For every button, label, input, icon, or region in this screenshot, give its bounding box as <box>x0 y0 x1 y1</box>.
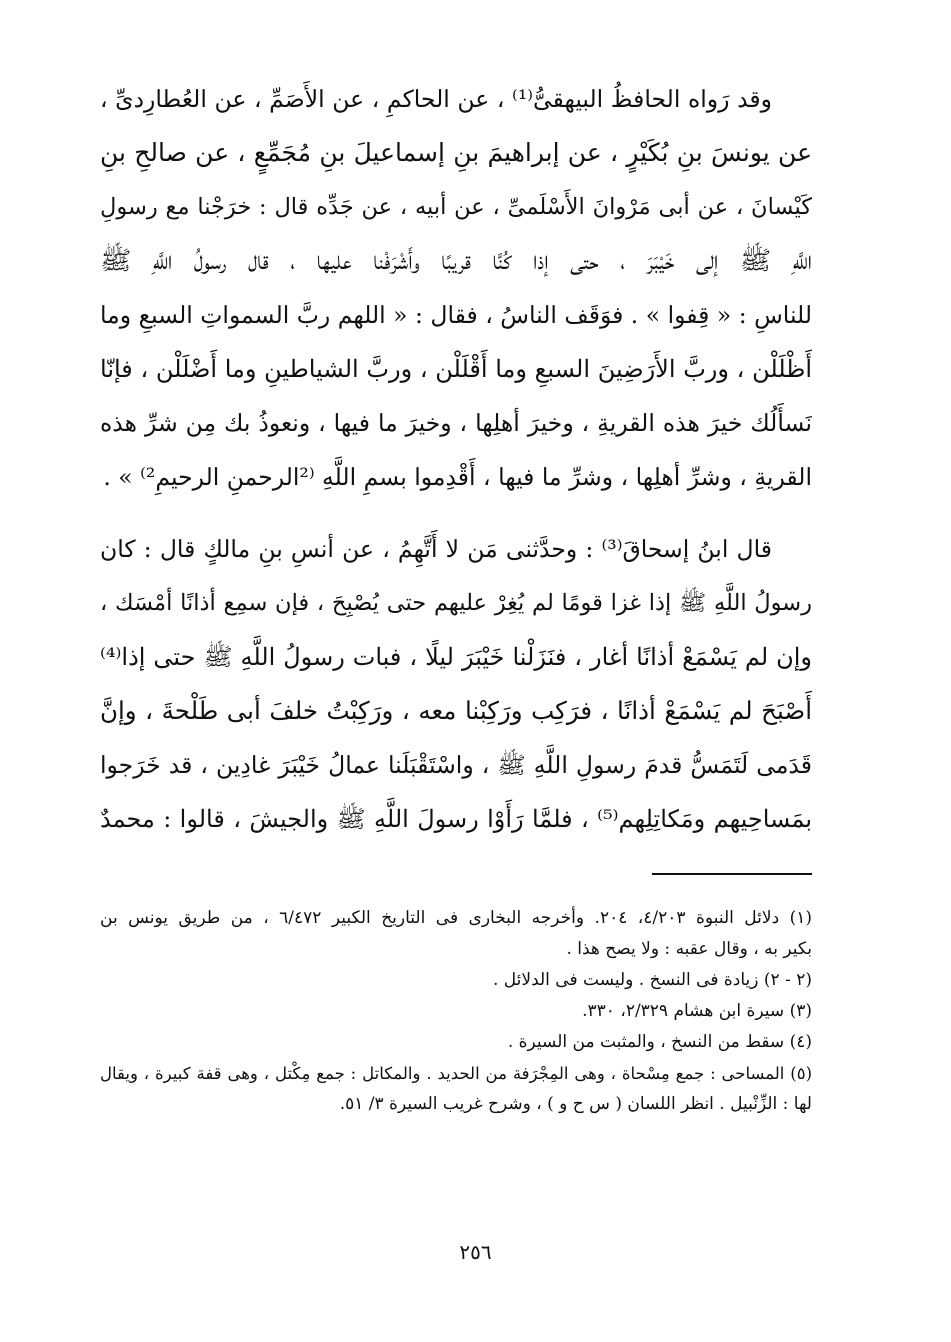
text-line: رسولُ اللَّهِ ﷺ إذا غزا قومًا لم يُغِرْ عليهم حتى يُصْبِحَ ، فإن سمِع أذانًا أمْسَك ، <box>100 590 812 616</box>
text-line: أَظْلَلْن ، وربَّ الأَرَضِينَ السبعِ وما أَقْلَلْن ، وربَّ الشياطينِ وما أَضْلَلْن ، فإنّا <box>100 355 812 383</box>
text-line: القريةِ ، وشرِّ أهلِها ، وشرِّ ما فيها ، أَقْدِموا بسمِ اللَّهِ ⁽²الرحمنِ الرحيمِ²⁾ » . <box>103 463 812 491</box>
main-text <box>100 72 812 846</box>
paragraph <box>100 72 812 504</box>
text-line: اللَّهِ ﷺ إلى خَيْبَرَ ، حتى إذا كُنَّا قريبًا وأَشْرَفْنا عليها ، قال رسولُ اللَّهِ ﷺ <box>100 246 812 276</box>
footnote-1 <box>100 903 812 965</box>
text-line: نَسأَلُك خيرَ هذه القريةِ ، وخيرَ أهلِها ، وخيرَ ما فيها ، ونعوذُ بك مِن شرِّ هذه <box>100 409 812 437</box>
footnote-4 <box>100 1027 812 1058</box>
footnote-line: بكير به ، وقال عقبه : ولا يصح هذا . <box>566 939 812 959</box>
footnote-line: (١) دلائل النبوة ٤/٢٠٣، ٢٠٤. وأخرجه البخارى فى التاريخ الكبير ٦/٤٧٢ ، من طريق يونس بن <box>100 908 812 928</box>
text-line: كَيْسانَ ، عن أبى مَرْوانَ الأَسْلَمىِّ ، عن أبيه ، عن جَدِّه قال : خرَجْنا مع رسولِ <box>100 194 812 220</box>
text-line: بمَساحِيهم ومَكاتِلِهم⁽⁵⁾ ، فلمَّا رَأَوْا رسولَ اللَّهِ ﷺ والجيشَ ، قالوا : محمدٌ <box>100 805 812 833</box>
footnote-separator <box>652 873 812 875</box>
footnote-5 <box>100 1058 812 1120</box>
text-line: أَصْبَحَ لم يَسْمَعْ أذانًا ، فرَكِب ورَكِبْنا معه ، ورَكِبْتُ خلفَ أبى طَلْحةَ ، وإنَّ <box>100 696 812 725</box>
footnote-line: (٥) المساحى : جمع مِسْحاة ، وهى المِجْرَفة من الحديد . والمكاتل : جمع مِكْتل ، وهى قفة كبيرة ، ويقال <box>100 1064 812 1083</box>
footnote-line: لها : الزِّنْبيل . انظر اللسان ( س ح و ) ، وشرح غريب السيرة ٣/ ٥١. <box>339 1094 812 1114</box>
text-line: وقد رَواه الحافظُ البيهقىُّ⁽¹⁾ ، عن الحاكمِ ، عن الأَصَمِّ ، عن العُطارِدىِّ ، <box>100 85 772 113</box>
page-number: ٢٥٦ <box>459 1240 492 1264</box>
text-line: وإن لم يَسْمَعْ أذانًا أغار ، فنَزَلْنا خَيْبَرَ ليلًا ، فبات رسولُ اللَّهِ ﷺ حتى إذا⁽⁴⁾ <box>100 643 812 671</box>
text-line: عن يونسَ بنِ بُكَيْرٍ ، عن إبراهيمَ بنِ إسماعيلَ بنِ مُجَمِّعٍ ، عن صالحِ بنِ <box>100 138 812 167</box>
footnote-2 <box>100 965 812 996</box>
footnote-line: (٤) سقط من النسخ ، والمثبت من السيرة . <box>507 1032 812 1052</box>
footnotes <box>100 903 812 1120</box>
footnote-line: (٣) سيرة ابن هشام ٢/٣٢٩، ٣٣٠. <box>582 1001 812 1021</box>
footnote-3 <box>100 996 812 1027</box>
footnote-line: (٢ - ٢) زيادة فى النسخ . وليست فى الدلائل . <box>492 970 812 990</box>
text-line: للناسِ : « قِفوا » . فوَقَف الناسُ ، فقال : « اللهم ربَّ السمواتِ السبعِ وما <box>100 301 812 329</box>
text-line: قال ابنُ إسحاقَ⁽³⁾ : وحدَّثنى مَن لا أَتَّهِمُ ، عن أنسِ بنِ مالكٍ قال : كان <box>100 535 773 563</box>
text-line: قَدَمى لَتَمَسُّ قدمَ رسولِ اللَّهِ ﷺ ، واسْتَقْبَلَنا عمالُ خَيْبَرَ غادِين ، قد خَرَجوا <box>100 751 812 779</box>
paragraph <box>100 522 812 846</box>
paragraph-gap <box>100 504 812 522</box>
